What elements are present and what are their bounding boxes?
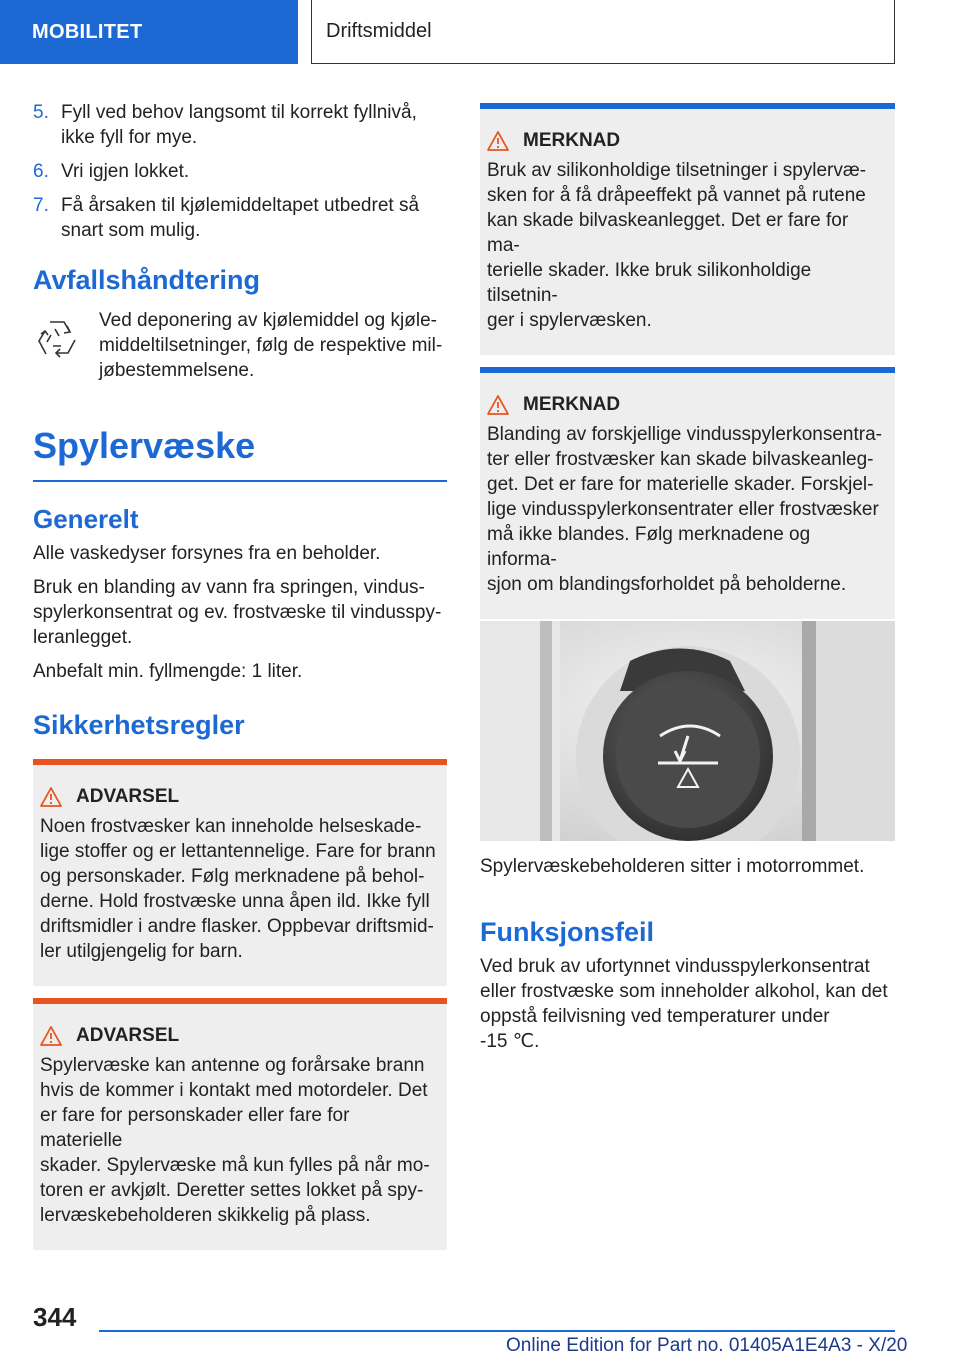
warning-triangle-icon bbox=[40, 1026, 62, 1046]
photo-caption: Spylervæskebeholderen sitter i motorrommet. bbox=[480, 856, 865, 877]
right-column bbox=[480, 103, 895, 676]
warning-text: skader. Spylervæske må kun fylles på når mo- bbox=[40, 1154, 430, 1176]
note-text: ter eller frostvæsker kan skade bilvaskeanleg- bbox=[487, 449, 874, 470]
generelt-p1: Alle vaskedyser forsynes fra en beholder. bbox=[33, 542, 381, 564]
step-number: 6. bbox=[33, 161, 49, 182]
note-title-row bbox=[487, 130, 885, 152]
warning-text: toren er avkjølt. Deretter settes lokket på spy- bbox=[40, 1179, 424, 1201]
step-list bbox=[33, 100, 447, 243]
sikkerhet-heading: Sikkerhetsregler bbox=[33, 709, 245, 740]
list-item bbox=[33, 100, 447, 150]
funksjon-text: eller frostvæske som inneholder alkohol, kan det bbox=[480, 981, 888, 1002]
funksjon-text: Ved bruk av ufortynnet vindusspylerkonsentrat bbox=[480, 956, 870, 977]
note-text: Bruk av silikonholdige tilsetninger i spylervæ- bbox=[487, 160, 867, 181]
warning-triangle-icon bbox=[40, 787, 62, 807]
step-text: Vri igjen lokket. bbox=[61, 161, 190, 182]
step-text: Få årsaken til kjølemiddeltapet utbedret så bbox=[61, 195, 420, 216]
warning-title-row bbox=[40, 1025, 437, 1047]
avfall-text: jøbestemmelsene. bbox=[99, 360, 255, 381]
warning-text: Spylervæske kan antenne og forårsake brann bbox=[40, 1054, 425, 1076]
edition-text: Online Edition for Part no. 01405A1E4A3 - X/20 bbox=[506, 1335, 908, 1356]
generelt-line: spylerkonsentrat og ev. frostvæske til vindusspy- bbox=[33, 601, 442, 623]
funksjon-heading: Funksjonsfeil bbox=[480, 917, 655, 947]
avfall-text: middeltilsetninger, følg de respektive mil- bbox=[99, 335, 443, 356]
washer-reservoir-photo bbox=[480, 621, 895, 841]
funksjon-text: -15 ℃. bbox=[480, 1031, 540, 1052]
warning-text: ler utilgjengelig for barn. bbox=[40, 940, 243, 962]
left-column bbox=[33, 100, 447, 1250]
warning-text: lervæskebeholderen skikkelig på plass. bbox=[40, 1204, 371, 1226]
note-text: Blanding av forskjellige vindusspylerkonsentra- bbox=[487, 424, 882, 445]
page-number: 344 bbox=[33, 1302, 77, 1332]
section-title: Driftsmiddel bbox=[311, 0, 895, 64]
note-text: lige vindusspylerkonsentrater eller frostvæsker bbox=[487, 499, 879, 520]
generelt-p2 bbox=[33, 575, 447, 650]
note-text: sjon om blandingsforholdet på beholderne. bbox=[487, 574, 847, 595]
warning-text: lige stoffer og er lettantennelige. Fare for brann bbox=[40, 840, 436, 862]
note-title-row bbox=[487, 394, 885, 416]
recycle-icon bbox=[33, 308, 99, 383]
note-text: må ikke blandes. Følg merknadene og informa- bbox=[487, 524, 811, 570]
warning-text: derne. Hold frostvæske unna åpen ild. Ikke fyll bbox=[40, 890, 430, 912]
note-text: terielle skader. Ikke bruk silikonholdige tilsetnin- bbox=[487, 260, 812, 306]
step-number: 5. bbox=[33, 102, 49, 123]
avfall-text: Ved deponering av kjølemiddel og kjøle- bbox=[99, 310, 437, 331]
note-text: sken for å få dråpeeffekt på vannet på rutene bbox=[487, 185, 866, 206]
warning-text: driftsmidler i andre flasker. Oppbevar driftsmid- bbox=[40, 915, 434, 937]
note-text: ger i spylervæsken. bbox=[487, 310, 652, 331]
note-text: kan skade bilvaskeanlegget. Det er fare for ma- bbox=[487, 210, 849, 256]
generelt-p3: Anbefalt min. fyllmengde: 1 liter. bbox=[33, 660, 303, 682]
step-text: Fyll ved behov langsomt til korrekt fyllnivå, bbox=[61, 102, 417, 123]
warning-box bbox=[33, 998, 447, 1250]
warning-text: Noen frostvæsker kan inneholde helseskade- bbox=[40, 815, 422, 837]
title-divider bbox=[33, 480, 447, 482]
generelt-line: Bruk en blanding av vann fra springen, vindus- bbox=[33, 576, 425, 598]
avfall-heading: Avfallshåndtering bbox=[33, 265, 261, 295]
list-item bbox=[33, 193, 447, 243]
warning-title: ADVARSEL bbox=[76, 1024, 180, 1046]
warning-text: hvis de kommer i kontakt med motordeler. Det bbox=[40, 1079, 428, 1101]
step-text: ikke fyll for mye. bbox=[61, 127, 198, 148]
note-title: MERKNAD bbox=[523, 394, 621, 415]
generelt-heading: Generelt bbox=[33, 503, 139, 534]
step-text: snart som mulig. bbox=[61, 220, 201, 241]
avfall-block bbox=[33, 308, 447, 383]
chapter-tab: MOBILITET bbox=[0, 0, 298, 64]
note-box bbox=[480, 103, 895, 355]
warning-text: og personskader. Følg merknadene på behol- bbox=[40, 865, 425, 887]
warning-box bbox=[33, 759, 447, 986]
funksjon-text: oppstå feilvisning ved temperaturer under bbox=[480, 1006, 830, 1027]
generelt-line: leranlegget. bbox=[33, 626, 133, 648]
note-title: MERKNAD bbox=[523, 130, 621, 151]
right-lower bbox=[480, 854, 895, 1054]
note-box bbox=[480, 367, 895, 619]
warning-triangle-icon bbox=[487, 395, 509, 415]
list-item bbox=[33, 159, 447, 184]
step-number: 7. bbox=[33, 195, 49, 216]
main-title: Spylervæske bbox=[33, 425, 256, 466]
footer-divider bbox=[99, 1330, 895, 1332]
warning-title: ADVARSEL bbox=[76, 785, 180, 807]
note-text: get. Det er fare for materielle skader. Forskjel- bbox=[487, 474, 874, 495]
warning-title-row bbox=[40, 786, 437, 808]
warning-triangle-icon bbox=[487, 131, 509, 151]
warning-text: er fare for personskader eller fare for materielle bbox=[40, 1104, 350, 1151]
